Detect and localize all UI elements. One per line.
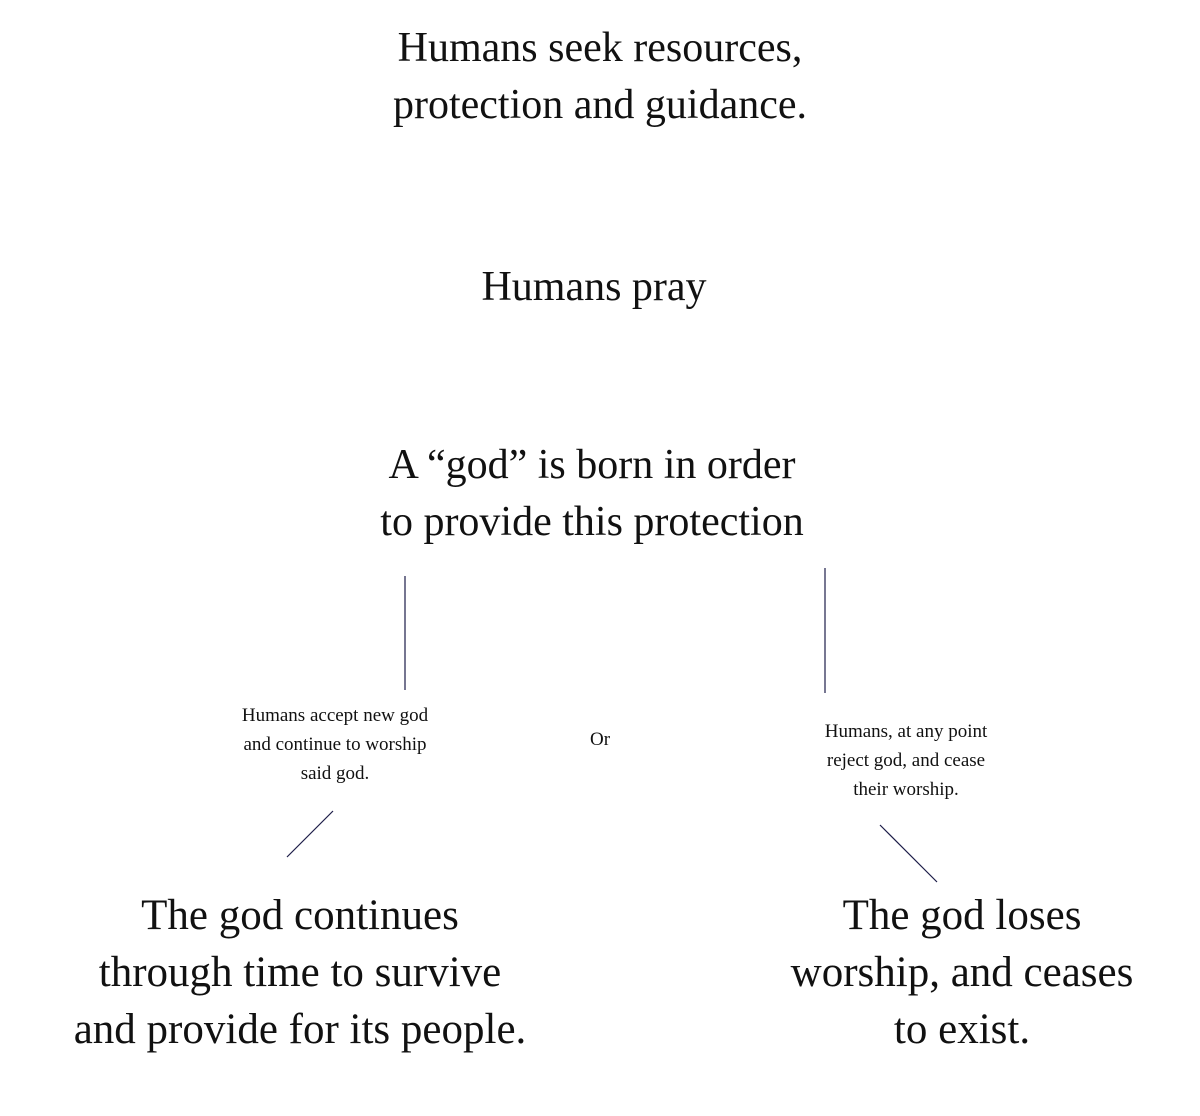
- node-cease: [791, 887, 1134, 1058]
- node-text-line: said god.: [300, 763, 370, 784]
- node-text-line: Humans, at any point: [824, 721, 988, 742]
- node-reject: [825, 717, 988, 804]
- connector-left-diagonal: [287, 811, 333, 857]
- node-text-line: A “god” is born in order: [388, 442, 796, 488]
- connector-right-diagonal: [880, 825, 937, 882]
- node-survive: [74, 887, 527, 1058]
- node-text-line: Humans accept new god: [241, 705, 429, 726]
- node-text-line: The god loses: [842, 892, 1082, 939]
- node-accept: [242, 701, 428, 788]
- node-god-born: [380, 437, 803, 551]
- node-text-line: through time to survive: [98, 949, 502, 996]
- node-text-line: Humans pray: [481, 264, 707, 310]
- node-text-line: Humans seek resources,: [397, 25, 803, 71]
- node-text-line: reject god, and cease: [826, 750, 986, 771]
- node-text-line: and provide for its people.: [73, 1006, 527, 1053]
- node-text-line: The god continues: [141, 892, 459, 939]
- node-text-line: to provide this protection: [380, 499, 804, 545]
- node-text-line: their worship.: [853, 779, 959, 800]
- node-text-line: worship, and ceases: [790, 949, 1134, 996]
- node-text-line: and continue to worship: [243, 734, 427, 755]
- node-pray: [481, 259, 706, 316]
- or-label: Or: [589, 729, 611, 750]
- node-top: [393, 20, 807, 134]
- node-text-line: to exist.: [893, 1006, 1031, 1053]
- node-text-line: protection and guidance.: [392, 82, 808, 128]
